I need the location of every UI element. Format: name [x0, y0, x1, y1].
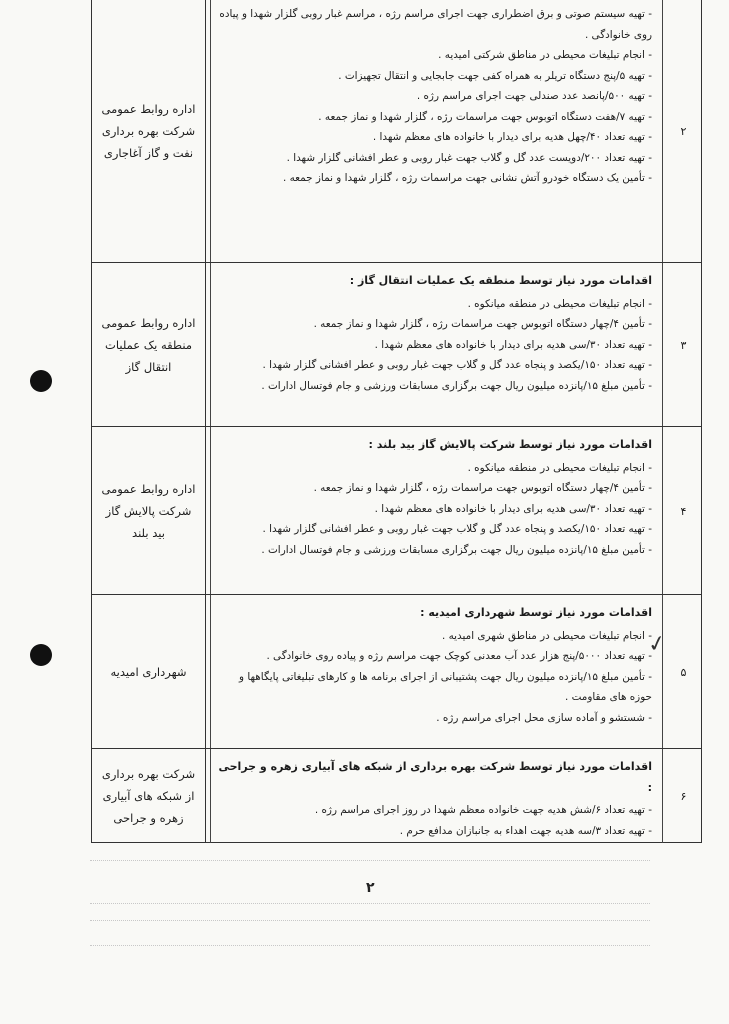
- punch-hole: [30, 370, 52, 392]
- action-item: - تهیه تعداد ۱۵۰/یکصد و پنجاه عدد گل و گلاب جهت غبار روبی و عطر افشانی گلزار شهدا .: [262, 359, 652, 371]
- actions-cell: [214, 427, 660, 595]
- action-item: - تهیه تعداد ۵۰۰۰/پنج هزار عدد آب معدنی کوچک جهت مراسم رژه و پیاده روی خانوادگی .: [266, 650, 652, 662]
- action-item: - تأمین مبلغ ۱۵/پانزده میلیون ریال جهت برگزاری مسابقات ورزشی و جام فوتسال ادارات .: [261, 379, 652, 392]
- organization-cell: اداره روابط عمومی شرکت پالایش گاز بید بلند: [92, 427, 206, 595]
- action-item: - شستشو و آماده سازی محل اجرای مراسم رژه .: [436, 711, 652, 724]
- action-item: - تهیه تعداد ۶/شش هدیه جهت خانواده معظم شهدا در روز اجرای مراسم رژه .: [314, 804, 652, 816]
- actions-cell: [214, 263, 660, 427]
- table-row: [92, 748, 701, 843]
- page-number: ۲: [366, 880, 375, 896]
- action-item: - انجام تبلیغات محیطی در مناطق شرکتی امیدیه .: [438, 49, 652, 61]
- action-item: - تأمین ۴/چهار دستگاه اتوبوس جهت مراسمات رژه ، گلزار شهدا و نماز جمعه .: [313, 318, 652, 330]
- row-number: ۶: [680, 789, 687, 803]
- section-heading: اقدامات مورد نیاز توسط شرکت پالایش گاز بید بلند :: [368, 438, 652, 451]
- section-heading: اقدامات مورد نیاز توسط شرکت بهره برداری از شبکه های آبیاری زهره و جراحی :: [218, 760, 652, 794]
- table-row: [92, 262, 701, 427]
- bleed-through-line: [90, 920, 650, 922]
- actions-cell: [214, 595, 660, 749]
- row-number: ۳: [680, 338, 687, 352]
- organization-cell: شهرداری امیدیه: [92, 595, 206, 749]
- action-item: - انجام تبلیغات محیطی در منطقه میانکوه .: [467, 297, 652, 310]
- actions-table: [91, 0, 702, 843]
- action-item: - تهیه ۷/هفت دستگاه اتوبوس جهت مراسمات رژه ، گلزار شهدا و نماز جمعه .: [318, 110, 652, 123]
- bleed-through-line: [90, 945, 650, 947]
- action-item: - تهیه تعداد ۳/سه هدیه جهت اهداء به جانبازان مدافع حرم .: [399, 824, 652, 837]
- bleed-through-line: [90, 860, 650, 862]
- organization-cell: اداره روابط عمومی منطقه یک عملیات انتقال گاز: [92, 263, 206, 427]
- action-item: - تهیه سیستم صوتی و برق اضطراری جهت اجرای مراسم رژه ، مراسم غبار روبی گلزار شهدا و پیاده روی خانوادگی .: [219, 8, 652, 41]
- actions-cell: [214, 749, 660, 843]
- action-item: - تأمین یک دستگاه خودرو آتش نشانی جهت مراسمات رژه ، گلزار شهدا و نماز جمعه .: [282, 172, 652, 184]
- action-item: - تهیه تعداد ۳۰/سی هدیه برای دیدار با خانواده های معظم شهدا .: [374, 338, 652, 351]
- action-item: - تأمین مبلغ ۱۵/پانزده میلیون ریال جهت برگزاری مسابقات ورزشی و جام فوتسال ادارات .: [261, 543, 652, 556]
- action-item: - تأمین مبلغ ۱۵/پانزده میلیون ریال جهت پشتیبانی از اجرای برنامه ها و کارهای تبلیغاتی پایگاهها و حوزه های مقاومت .: [239, 670, 652, 703]
- row-number: ۲: [680, 124, 687, 138]
- section-heading: اقدامات مورد نیاز توسط منطقه یک عملیات انتقال گاز :: [349, 274, 652, 287]
- action-item: - تأمین ۴/چهار دستگاه اتوبوس جهت مراسمات رژه ، گلزار شهدا و نماز جمعه .: [313, 482, 652, 494]
- action-item: - تهیه ۵۰۰/پانصد عدد صندلی جهت اجرای مراسم رژه .: [416, 90, 652, 102]
- organization-cell: شرکت بهره برداری از شبکه های آبیاری زهره و جراحی: [92, 749, 206, 843]
- table-row: [92, 0, 701, 262]
- section-heading: اقدامات مورد نیاز توسط شهرداری امیدیه :: [420, 606, 652, 619]
- row-number: ۴: [680, 504, 687, 518]
- action-item: - انجام تبلیغات محیطی در منطقه میانکوه .: [467, 461, 652, 474]
- action-item: - انجام تبلیغات محیطی در مناطق شهری امیدیه .: [441, 629, 652, 642]
- action-item: - تهیه تعداد ۱۵۰/یکصد و پنجاه عدد گل و گلاب جهت غبار روبی و عطر افشانی گلزار شهدا .: [262, 523, 652, 535]
- actions-cell: [214, 0, 660, 262]
- action-item: - تهیه تعداد ۴۰/چهل هدیه برای دیدار با خانواده های معظم شهدا .: [372, 131, 652, 143]
- action-item: - تهیه تعداد ۲۰۰/دویست عدد گل و گلاب جهت غبار روبی و عطر افشانی گلزار شهدا .: [286, 151, 652, 164]
- checkmark-icon: ✓: [645, 630, 669, 659]
- row-number: ۵: [680, 665, 687, 679]
- action-item: - تهیه ۵/پنج دستگاه تریلر به همراه کفی جهت جابجایی و انتقال تجهیزات .: [338, 69, 652, 82]
- organization-cell: اداره روابط عمومی شرکت بهره برداری نفت و گاز آغاجاری: [92, 0, 206, 262]
- table-row: [92, 594, 701, 749]
- bleed-through-line: [90, 903, 650, 905]
- punch-hole: [30, 644, 52, 666]
- action-item: - تهیه تعداد ۳۰/سی هدیه برای دیدار با خانواده های معظم شهدا .: [374, 502, 652, 515]
- table-row: [92, 426, 701, 595]
